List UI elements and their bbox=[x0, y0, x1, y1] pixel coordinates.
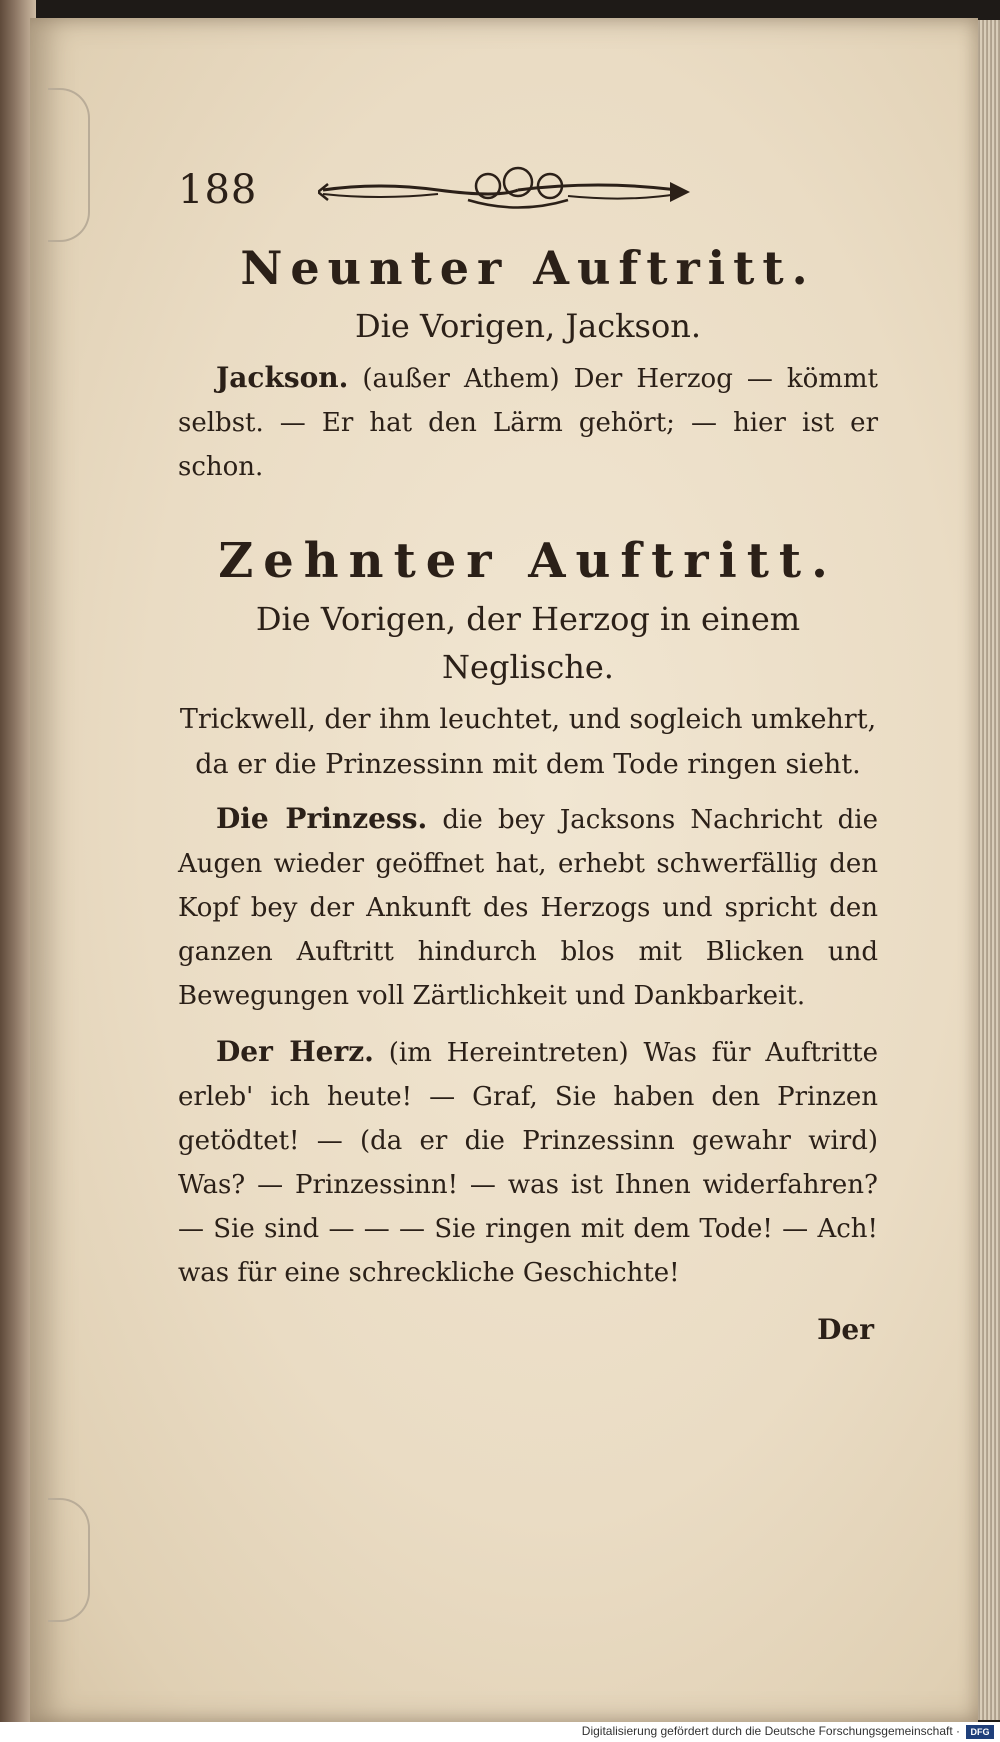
footer-credit: Digitalisierung gefördert durch die Deutsche Forschungsgemeinschaft · bbox=[581, 1724, 960, 1738]
speech bbox=[178, 356, 878, 489]
scene-10-cast-note: Trickwell, der ihm leuchtet, und sogleich umkehrt, da er die Prinzessinn mit dem Tode ringen sieht. bbox=[179, 704, 877, 780]
page-header bbox=[178, 150, 878, 230]
speaker: Die Prinzess. bbox=[216, 802, 428, 835]
speech bbox=[178, 797, 878, 1018]
speaker: Jackson. bbox=[216, 361, 349, 394]
scene-10-cast: Die Vorigen, der Herzog in einem Neglische. bbox=[255, 600, 801, 686]
page-number: 188 bbox=[178, 167, 258, 213]
speech bbox=[178, 1030, 878, 1295]
scene-9-title: Neunter Auftritt. bbox=[240, 241, 816, 295]
speaker: Der Herz. bbox=[216, 1035, 374, 1068]
dfg-logo-icon: DFG bbox=[966, 1725, 994, 1739]
clip-top bbox=[48, 88, 90, 242]
page-edges bbox=[976, 20, 1000, 1720]
clip-bottom bbox=[48, 1498, 90, 1622]
speech-text: (im Hereintreten) Was für Auftritte erleb' ich heute! — Graf, Sie haben den Prinzen getödtet! — (da er die Prinzessinn gewahr wird) Was? — Prinzessinn! — was ist Ihnen widerfahren? — Sie sind — — — Sie ringen mit dem Tode! — Ach! was für eine schreckliche Geschichte! bbox=[178, 1038, 878, 1288]
page-text bbox=[178, 150, 878, 1346]
footer-bar bbox=[0, 1722, 1000, 1742]
floral-scroll-ornament-icon bbox=[318, 160, 698, 220]
speech-text: (außer Athem) Der Herzog — kömmt selbst. — Er hat den Lärm gehört; — hier ist er schon. bbox=[178, 364, 879, 482]
catchword: Der bbox=[817, 1313, 874, 1346]
scene-10-title: Zehnter Auftritt. bbox=[218, 533, 838, 589]
scene-9-cast: Die Vorigen, Jackson. bbox=[354, 307, 702, 345]
speech-text: die bey Jacksons Nachricht die Augen wieder geöffnet hat, erhebt schwerfällig den Kopf bey der Ankunft des Herzogs und spricht den ganzen Auftritt hindurch blos mit Blicken und Bewegungen voll Zärtlichkeit und Dankbarkeit. bbox=[178, 805, 879, 1011]
